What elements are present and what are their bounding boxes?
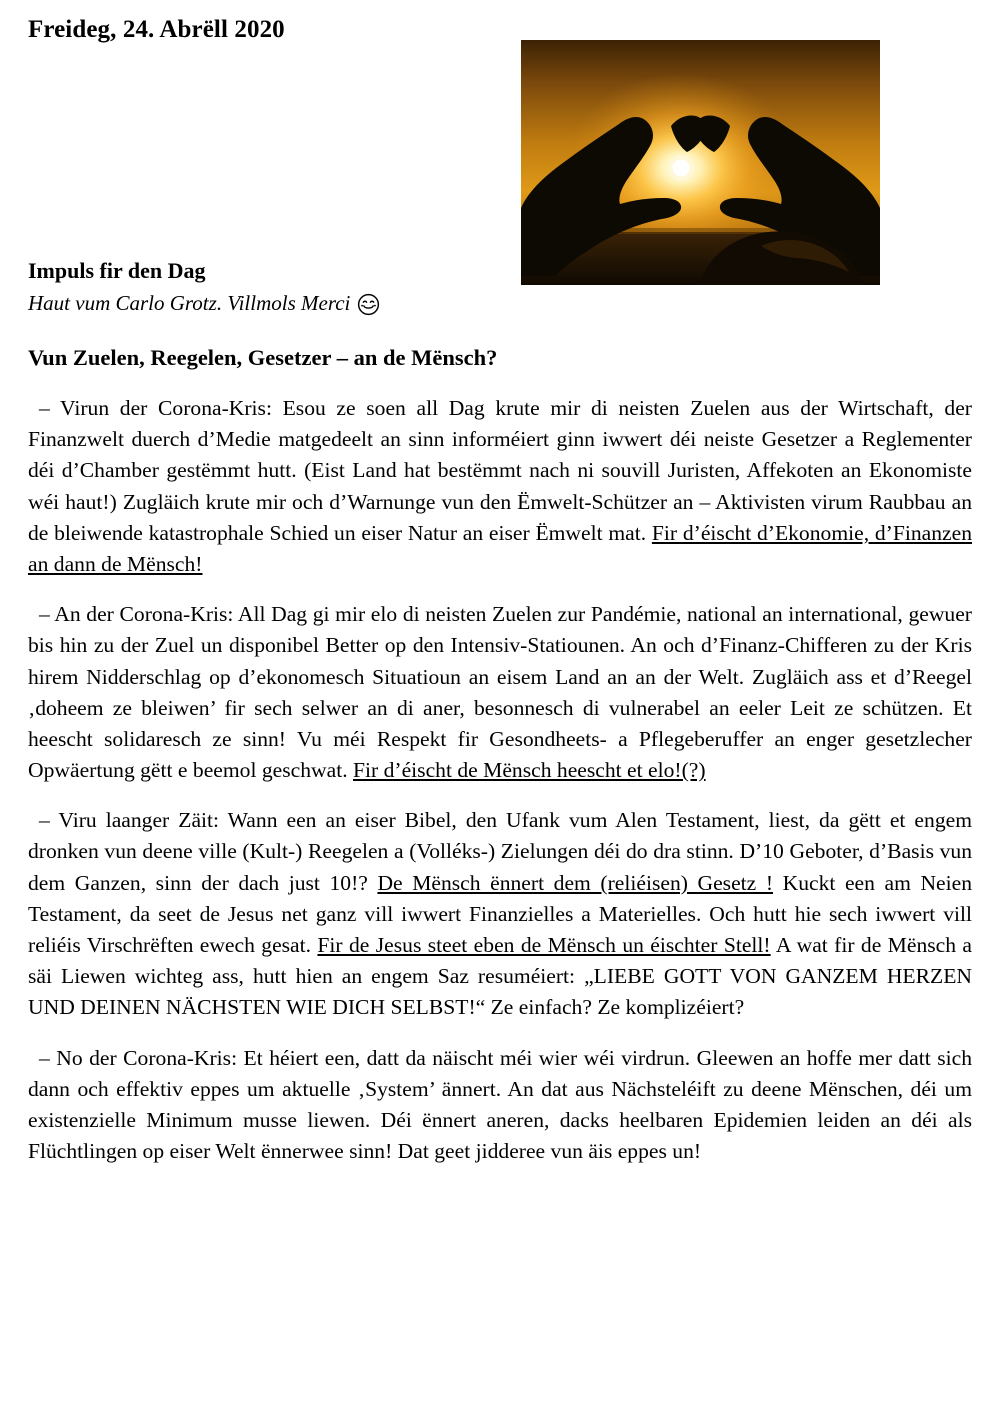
body-text: A wat fir de Mënsch a säi Liewen wichteg ass, hutt hien an engem Saz resuméiert: „LIEBE GOTT VON GANZEM HERZEN UND DEINEN NÄCHSTEN WIE DICH SELBST!“ Ze einfach? Ze komplizéiert?: [28, 933, 973, 1020]
paragraph: [28, 805, 972, 1023]
impuls-title: Impuls fir den Dag: [28, 258, 206, 283]
body-text: – No der Corona-Kris: Et héiert een, datt da näischt méi wier wéi virdrun. Gleewen an hoffe mer datt sich dann och effektiv eppes um aktuelle ‚System’ ännert. An dat aus Nächsteléift zu deene Mënschen, déi um existenzielle Minimum musse liewen. Déi ënnert aneren, dacks heelbaren Epidemien leiden an déi als Flüchtlingen op eiser Welt ënnerwee sinn! Dat geet jidderee vun äis eppes un!: [28, 1045, 972, 1164]
section-heading: Vun Zuelen, Reegelen, Gesetzer – an de Mënsch?: [28, 345, 498, 370]
impuls-author-text: Haut vum Carlo Grotz. Villmols Merci: [28, 291, 351, 315]
underlined-text: Fir d’éischt de Mënsch heescht et elo!(?): [353, 758, 706, 783]
paragraph: [28, 393, 972, 580]
paragraph: [28, 1043, 972, 1168]
photo-canvas: [521, 40, 880, 285]
paragraph: [28, 599, 972, 786]
body-text: – Virun der Corona-Kris: Esou ze soen all Dag krute mir di neisten Zuelen aus der Wirtschaft, der Finanzwelt duerch d’Medie matgedeelt an sinn informéiert ginn iwwert déi neiste Gesetzer a Reglementer déi d’Chamber gestëmmt hutt. (Eist Land hat bestëmmt nach ni souvill Juristen, Affekoten an Ekonomiste wéi haut!) Zugläich krute mir och d’Warnunge vun den Ëmwelt-Schützer an – Aktivisten virum Raubbau an de bleiwende katastrophale Schied un eiser Natur an eiser Ëmwelt mat.: [28, 396, 972, 545]
date-heading: Freideg, 24. Abrëll 2020: [28, 16, 285, 43]
smiling-face-icon: [357, 293, 380, 316]
body-text: – An der Corona-Kris: All Dag gi mir elo di neisten Zuelen zur Pandémie, national an international, gewuer bis hin zu der Zuel un disponibel Better op den Intensiv-Statiounen. An och d’Finanz-Chifferen zu der Kris hirem Nidderschlag op d’ekonomesch Situatioun an eisem Land an an der Welt. Zugläich ass et d’Reegel ‚doheem ze bleiwen’ fir sech selwer an di aner, besonnesch di vulnerabel an eeler Leit ze schützen. Et heescht solidaresch ze sinn! Vu méi Respekt fir Gesondheets- a Pflegeberuffer an enger gesetzlecher Opwäertung gëtt e beemol geschwat.: [28, 602, 972, 783]
body-text: – Viru laanger Zäit: Wann een an eiser Bibel, den Ufank vum Alen Testament, liest, da gëtt et engem dronken vun deene ville (Kult-) Reegelen a (Volléks-) Zielungen déi do dra stinn. D’10 Geboter, d’Basis vun dem Ganzen, sinn der dach just 10!?: [28, 808, 972, 895]
body-text-column: [28, 393, 972, 1167]
heart-hands-sunset-photo: [521, 40, 880, 285]
impuls-author: [28, 291, 380, 316]
underlined-text: Fir de Jesus steet eben de Mënsch un éischter Stell!: [317, 933, 771, 957]
underlined-text: De Mënsch ënnert dem (reliéisen) Gesetz !: [377, 870, 774, 895]
body-text: Kuckt een am Neien Testament, da seet de Jesus net ganz vill iwwert Finanzielles a Materielles. Och hutt hie sech iwwert vill reliéis Virschrëften ewech gesat.: [28, 870, 973, 957]
underlined-text: Fir d’éischt d’Ekonomie, d’Finanzen an dann de Mënsch!: [28, 520, 972, 576]
